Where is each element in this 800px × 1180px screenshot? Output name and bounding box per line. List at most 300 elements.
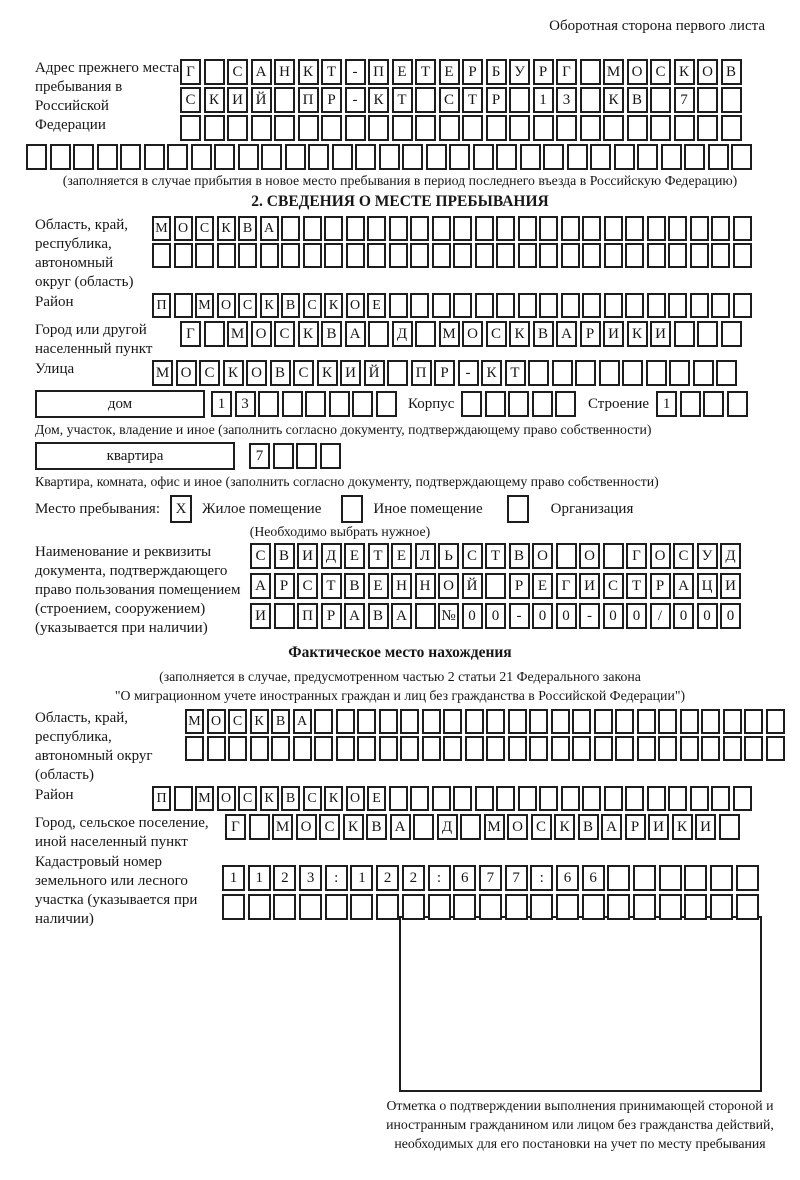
char-box[interactable] — [736, 894, 759, 920]
char-box[interactable] — [389, 293, 408, 318]
char-box[interactable] — [556, 115, 577, 141]
char-box[interactable] — [422, 736, 441, 761]
char-box[interactable]: К — [204, 87, 225, 113]
char-box[interactable] — [582, 216, 601, 241]
char-box[interactable] — [308, 144, 329, 170]
char-box[interactable]: С — [439, 87, 460, 113]
char-box[interactable] — [325, 894, 348, 920]
char-box[interactable] — [580, 87, 601, 113]
char-box[interactable] — [567, 144, 588, 170]
checkbox-other-premises[interactable] — [341, 495, 363, 523]
char-box[interactable] — [603, 543, 624, 569]
char-box[interactable] — [690, 293, 709, 318]
char-box[interactable]: С — [274, 321, 295, 347]
char-box[interactable]: Р — [625, 814, 646, 840]
char-box[interactable] — [604, 293, 623, 318]
char-box[interactable]: А — [601, 814, 622, 840]
char-box[interactable]: П — [297, 603, 318, 629]
char-box[interactable] — [443, 709, 462, 734]
char-box[interactable]: С — [238, 293, 257, 318]
char-box[interactable] — [659, 865, 682, 891]
char-box[interactable] — [357, 736, 376, 761]
char-box[interactable] — [204, 321, 225, 347]
char-box[interactable] — [402, 894, 425, 920]
char-box[interactable]: : — [325, 865, 348, 891]
char-box[interactable] — [475, 293, 494, 318]
char-box[interactable] — [646, 360, 667, 386]
char-box[interactable]: И — [720, 573, 741, 599]
char-box[interactable] — [539, 216, 558, 241]
char-box[interactable]: 2 — [273, 865, 296, 891]
char-box[interactable] — [496, 144, 517, 170]
char-box[interactable] — [321, 115, 342, 141]
char-box[interactable]: С — [293, 360, 314, 386]
char-box[interactable] — [387, 360, 408, 386]
char-box[interactable]: Ь — [438, 543, 459, 569]
char-box[interactable] — [379, 709, 398, 734]
char-box[interactable] — [697, 115, 718, 141]
char-box[interactable]: В — [344, 573, 365, 599]
char-box[interactable] — [298, 115, 319, 141]
char-box[interactable]: 0 — [603, 603, 624, 629]
char-box[interactable]: О — [174, 216, 193, 241]
char-box[interactable] — [355, 144, 376, 170]
char-box[interactable]: Т — [485, 543, 506, 569]
char-box[interactable] — [509, 115, 530, 141]
char-box[interactable]: 0 — [462, 603, 483, 629]
char-box[interactable]: Р — [274, 573, 295, 599]
char-box[interactable] — [561, 786, 580, 811]
char-box[interactable]: О — [627, 59, 648, 85]
char-box[interactable] — [274, 115, 295, 141]
char-box[interactable] — [238, 144, 259, 170]
char-box[interactable]: 7 — [674, 87, 695, 113]
char-box[interactable]: Р — [462, 59, 483, 85]
char-box[interactable] — [674, 115, 695, 141]
char-box[interactable] — [249, 814, 270, 840]
char-box[interactable] — [744, 736, 763, 761]
char-box[interactable] — [697, 87, 718, 113]
char-box[interactable]: С — [486, 321, 507, 347]
char-box[interactable]: И — [648, 814, 669, 840]
char-box[interactable]: О — [246, 360, 267, 386]
char-box[interactable]: Г — [626, 543, 647, 569]
char-box[interactable] — [475, 243, 494, 268]
char-box[interactable]: В — [321, 321, 342, 347]
char-box[interactable]: К — [368, 87, 389, 113]
char-box[interactable]: М — [195, 786, 214, 811]
char-box[interactable] — [496, 786, 515, 811]
char-box[interactable]: 7 — [505, 865, 528, 891]
char-box[interactable] — [367, 243, 386, 268]
char-box[interactable]: М — [185, 709, 204, 734]
char-box[interactable]: К — [481, 360, 502, 386]
char-box[interactable]: Р — [321, 603, 342, 629]
char-box[interactable]: / — [650, 603, 671, 629]
char-box[interactable] — [120, 144, 141, 170]
char-box[interactable]: С — [462, 543, 483, 569]
char-box[interactable]: Р — [486, 87, 507, 113]
char-box[interactable]: С — [673, 543, 694, 569]
char-box[interactable] — [582, 243, 601, 268]
char-box[interactable]: С — [180, 87, 201, 113]
char-box[interactable] — [379, 736, 398, 761]
char-box[interactable] — [555, 391, 576, 417]
char-box[interactable]: И — [695, 814, 716, 840]
char-box[interactable] — [413, 814, 434, 840]
char-box[interactable]: Е — [391, 543, 412, 569]
char-box[interactable]: В — [721, 59, 742, 85]
char-box[interactable]: К — [260, 293, 279, 318]
char-box[interactable]: М — [152, 360, 173, 386]
char-box[interactable] — [637, 144, 658, 170]
char-box[interactable]: Е — [344, 543, 365, 569]
char-box[interactable] — [217, 243, 236, 268]
char-box[interactable]: 0 — [485, 603, 506, 629]
char-box[interactable]: С — [603, 573, 624, 599]
char-box[interactable] — [392, 115, 413, 141]
char-box[interactable]: И — [250, 603, 271, 629]
char-box[interactable] — [551, 736, 570, 761]
char-box[interactable]: А — [391, 603, 412, 629]
char-box[interactable] — [299, 894, 322, 920]
char-box[interactable] — [684, 144, 705, 170]
char-box[interactable]: М — [603, 59, 624, 85]
char-box[interactable] — [533, 115, 554, 141]
char-box[interactable]: А — [673, 573, 694, 599]
char-box[interactable]: 7 — [479, 865, 502, 891]
char-box[interactable] — [303, 216, 322, 241]
char-box[interactable]: В — [281, 786, 300, 811]
char-box[interactable] — [604, 216, 623, 241]
char-box[interactable]: К — [674, 59, 695, 85]
char-box[interactable] — [703, 391, 724, 417]
char-box[interactable] — [426, 144, 447, 170]
char-box[interactable] — [293, 736, 312, 761]
char-box[interactable] — [410, 293, 429, 318]
char-box[interactable] — [529, 709, 548, 734]
char-box[interactable] — [582, 786, 601, 811]
char-box[interactable]: Г — [225, 814, 246, 840]
char-box[interactable] — [496, 243, 515, 268]
char-box[interactable] — [508, 391, 529, 417]
char-box[interactable] — [282, 391, 303, 417]
char-box[interactable] — [336, 709, 355, 734]
char-box[interactable] — [719, 814, 740, 840]
char-box[interactable]: П — [152, 293, 171, 318]
char-box[interactable]: Л — [415, 543, 436, 569]
char-box[interactable]: - — [345, 59, 366, 85]
char-box[interactable] — [222, 894, 245, 920]
char-box[interactable] — [449, 144, 470, 170]
char-box[interactable]: К — [554, 814, 575, 840]
char-box[interactable] — [625, 293, 644, 318]
char-box[interactable] — [350, 894, 373, 920]
checkbox-organization[interactable] — [507, 495, 529, 523]
char-box[interactable]: С — [228, 709, 247, 734]
char-box[interactable]: 0 — [626, 603, 647, 629]
char-box[interactable]: К — [217, 216, 236, 241]
char-box[interactable] — [248, 894, 271, 920]
char-box[interactable] — [461, 391, 482, 417]
char-box[interactable]: 1 — [248, 865, 271, 891]
char-box[interactable]: М — [439, 321, 460, 347]
char-box[interactable]: 1 — [533, 87, 554, 113]
char-box[interactable] — [708, 144, 729, 170]
char-box[interactable] — [604, 243, 623, 268]
char-box[interactable] — [647, 786, 666, 811]
char-box[interactable]: С — [303, 293, 322, 318]
char-box[interactable]: П — [411, 360, 432, 386]
char-box[interactable] — [701, 709, 720, 734]
char-box[interactable] — [453, 243, 472, 268]
char-box[interactable]: А — [556, 321, 577, 347]
char-box[interactable] — [627, 115, 648, 141]
char-box[interactable] — [650, 115, 671, 141]
char-box[interactable] — [684, 894, 707, 920]
char-box[interactable]: Е — [532, 573, 553, 599]
char-box[interactable]: К — [250, 709, 269, 734]
char-box[interactable]: 1 — [350, 865, 373, 891]
char-box[interactable]: П — [368, 59, 389, 85]
char-box[interactable]: М — [152, 216, 171, 241]
char-box[interactable] — [410, 243, 429, 268]
char-box[interactable] — [376, 391, 397, 417]
apartment-type-box[interactable] — [35, 442, 235, 470]
char-box[interactable]: К — [627, 321, 648, 347]
char-box[interactable] — [174, 293, 193, 318]
char-box[interactable]: С — [227, 59, 248, 85]
char-box[interactable] — [661, 144, 682, 170]
char-box[interactable] — [508, 709, 527, 734]
char-box[interactable] — [556, 543, 577, 569]
char-box[interactable] — [400, 709, 419, 734]
char-box[interactable]: О — [176, 360, 197, 386]
char-box[interactable]: Д — [321, 543, 342, 569]
char-box[interactable]: Г — [556, 573, 577, 599]
char-box[interactable]: 3 — [556, 87, 577, 113]
char-box[interactable] — [314, 736, 333, 761]
char-box[interactable]: Б — [486, 59, 507, 85]
char-box[interactable] — [561, 293, 580, 318]
char-box[interactable] — [251, 115, 272, 141]
char-box[interactable] — [324, 216, 343, 241]
char-box[interactable] — [462, 115, 483, 141]
char-box[interactable] — [207, 736, 226, 761]
char-box[interactable] — [572, 709, 591, 734]
char-box[interactable]: - — [579, 603, 600, 629]
char-box[interactable] — [625, 243, 644, 268]
char-box[interactable]: М — [227, 321, 248, 347]
char-box[interactable] — [599, 360, 620, 386]
char-box[interactable]: 7 — [249, 443, 270, 469]
char-box[interactable] — [432, 786, 451, 811]
char-box[interactable] — [733, 243, 752, 268]
char-box[interactable]: Р — [580, 321, 601, 347]
char-box[interactable] — [180, 115, 201, 141]
char-box[interactable]: А — [293, 709, 312, 734]
char-box[interactable]: № — [438, 603, 459, 629]
char-box[interactable] — [473, 144, 494, 170]
char-box[interactable] — [520, 144, 541, 170]
char-box[interactable]: Ц — [697, 573, 718, 599]
char-box[interactable]: Р — [434, 360, 455, 386]
char-box[interactable]: : — [530, 865, 553, 891]
char-box[interactable]: 1 — [211, 391, 232, 417]
char-box[interactable] — [271, 736, 290, 761]
char-box[interactable]: О — [532, 543, 553, 569]
char-box[interactable] — [650, 87, 671, 113]
char-box[interactable] — [658, 709, 677, 734]
char-box[interactable] — [723, 709, 742, 734]
char-box[interactable] — [539, 786, 558, 811]
char-box[interactable] — [744, 709, 763, 734]
char-box[interactable] — [144, 144, 165, 170]
char-box[interactable]: Т — [321, 573, 342, 599]
char-box[interactable] — [214, 144, 235, 170]
char-box[interactable] — [258, 391, 279, 417]
char-box[interactable] — [607, 894, 630, 920]
char-box[interactable] — [274, 87, 295, 113]
char-box[interactable]: В — [578, 814, 599, 840]
char-box[interactable] — [428, 894, 451, 920]
char-box[interactable] — [659, 894, 682, 920]
char-box[interactable] — [680, 709, 699, 734]
char-box[interactable] — [721, 321, 742, 347]
char-box[interactable] — [766, 709, 785, 734]
char-box[interactable] — [485, 573, 506, 599]
char-box[interactable] — [379, 144, 400, 170]
char-box[interactable] — [539, 243, 558, 268]
char-box[interactable]: Е — [439, 59, 460, 85]
char-box[interactable]: Г — [180, 59, 201, 85]
char-box[interactable] — [647, 243, 666, 268]
char-box[interactable] — [402, 144, 423, 170]
char-box[interactable]: Е — [392, 59, 413, 85]
char-box[interactable] — [532, 391, 553, 417]
char-box[interactable] — [556, 894, 579, 920]
char-box[interactable] — [710, 894, 733, 920]
char-box[interactable]: И — [227, 87, 248, 113]
char-box[interactable] — [314, 709, 333, 734]
char-box[interactable] — [336, 736, 355, 761]
char-box[interactable] — [604, 786, 623, 811]
char-box[interactable] — [711, 786, 730, 811]
char-box[interactable]: Р — [533, 59, 554, 85]
char-box[interactable] — [357, 709, 376, 734]
char-box[interactable] — [736, 865, 759, 891]
char-box[interactable]: А — [344, 603, 365, 629]
char-box[interactable] — [637, 736, 656, 761]
char-box[interactable]: О — [438, 573, 459, 599]
char-box[interactable] — [479, 894, 502, 920]
char-box[interactable] — [711, 293, 730, 318]
char-box[interactable] — [204, 115, 225, 141]
char-box[interactable]: А — [390, 814, 411, 840]
char-box[interactable] — [711, 243, 730, 268]
char-box[interactable] — [669, 360, 690, 386]
char-box[interactable] — [505, 894, 528, 920]
char-box[interactable] — [432, 216, 451, 241]
char-box[interactable] — [518, 293, 537, 318]
char-box[interactable] — [486, 736, 505, 761]
char-box[interactable] — [529, 736, 548, 761]
char-box[interactable] — [329, 391, 350, 417]
char-box[interactable] — [320, 443, 341, 469]
char-box[interactable]: А — [251, 59, 272, 85]
char-box[interactable]: Е — [368, 573, 389, 599]
char-box[interactable] — [174, 786, 193, 811]
char-box[interactable] — [658, 736, 677, 761]
char-box[interactable]: О — [697, 59, 718, 85]
char-box[interactable] — [615, 709, 634, 734]
char-box[interactable] — [410, 216, 429, 241]
char-box[interactable]: Н — [415, 573, 436, 599]
char-box[interactable]: 6 — [556, 865, 579, 891]
char-box[interactable]: Н — [391, 573, 412, 599]
char-box[interactable] — [273, 894, 296, 920]
char-box[interactable]: 0 — [556, 603, 577, 629]
char-box[interactable]: К — [324, 293, 343, 318]
char-box[interactable]: 0 — [673, 603, 694, 629]
char-box[interactable] — [543, 144, 564, 170]
char-box[interactable]: 1 — [222, 865, 245, 891]
char-box[interactable] — [261, 144, 282, 170]
char-box[interactable] — [167, 144, 188, 170]
char-box[interactable] — [410, 786, 429, 811]
char-box[interactable]: - — [458, 360, 479, 386]
char-box[interactable]: И — [340, 360, 361, 386]
char-box[interactable]: Т — [462, 87, 483, 113]
char-box[interactable]: 6 — [453, 865, 476, 891]
char-box[interactable]: А — [260, 216, 279, 241]
char-box[interactable] — [680, 391, 701, 417]
char-box[interactable] — [614, 144, 635, 170]
char-box[interactable] — [453, 786, 472, 811]
checkbox-residential[interactable]: X — [170, 495, 192, 523]
char-box[interactable]: Е — [367, 786, 386, 811]
char-box[interactable]: К — [324, 786, 343, 811]
char-box[interactable]: 0 — [697, 603, 718, 629]
char-box[interactable]: Г — [556, 59, 577, 85]
char-box[interactable] — [475, 216, 494, 241]
char-box[interactable]: 6 — [582, 865, 605, 891]
char-box[interactable]: Р — [509, 573, 530, 599]
char-box[interactable] — [274, 603, 295, 629]
char-box[interactable] — [647, 216, 666, 241]
char-box[interactable]: 2 — [402, 865, 425, 891]
char-box[interactable]: Т — [505, 360, 526, 386]
char-box[interactable]: Т — [626, 573, 647, 599]
char-box[interactable]: : — [428, 865, 451, 891]
char-box[interactable] — [690, 243, 709, 268]
char-box[interactable] — [539, 293, 558, 318]
char-box[interactable] — [625, 786, 644, 811]
char-box[interactable] — [97, 144, 118, 170]
char-box[interactable] — [432, 243, 451, 268]
char-box[interactable]: П — [152, 786, 171, 811]
char-box[interactable]: Т — [392, 87, 413, 113]
char-box[interactable] — [285, 144, 306, 170]
char-box[interactable] — [422, 709, 441, 734]
char-box[interactable]: К — [672, 814, 693, 840]
char-box[interactable]: Т — [321, 59, 342, 85]
char-box[interactable] — [227, 115, 248, 141]
char-box[interactable] — [303, 243, 322, 268]
char-box[interactable]: Й — [364, 360, 385, 386]
char-box[interactable]: В — [368, 603, 389, 629]
char-box[interactable]: В — [270, 360, 291, 386]
